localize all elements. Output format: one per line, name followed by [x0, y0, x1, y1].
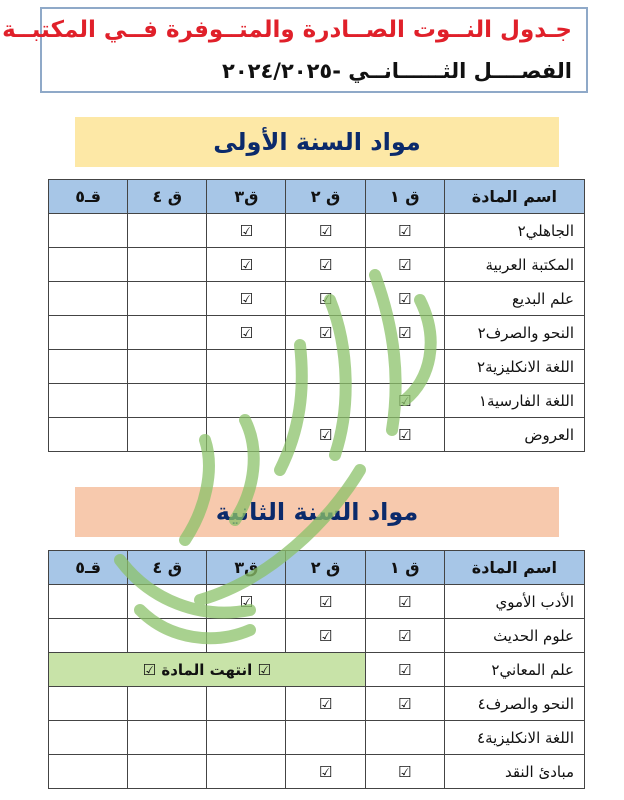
column-header-subject: اسم المادة — [444, 551, 584, 585]
empty-cell — [207, 384, 286, 418]
column-header-q4: ق ٤ — [128, 551, 207, 585]
check-cell: ☑ — [207, 214, 286, 248]
table-row — [49, 721, 585, 755]
subject-cell: المكتبة العربية — [444, 248, 584, 282]
subject-cell: علم البديع — [444, 282, 584, 316]
check-cell: ☑ — [365, 384, 444, 418]
empty-cell — [49, 687, 128, 721]
column-header-q1: ق ١ — [365, 180, 444, 214]
subject-cell: الجاهلي٢ — [444, 214, 584, 248]
empty-cell — [128, 687, 207, 721]
subject-cell: اللغة الانكليزية٤ — [444, 721, 584, 755]
empty-cell — [49, 350, 128, 384]
check-cell: ☑ — [365, 316, 444, 350]
empty-cell — [207, 619, 286, 653]
table-row — [49, 350, 585, 384]
empty-cell — [49, 214, 128, 248]
check-cell: ☑ — [286, 619, 365, 653]
table-row — [49, 755, 585, 789]
empty-cell — [286, 721, 365, 755]
empty-cell — [286, 384, 365, 418]
column-header-q1: ق ١ — [365, 551, 444, 585]
empty-cell — [49, 282, 128, 316]
check-cell: ☑ — [365, 619, 444, 653]
subject-cell: الأدب الأموي — [444, 585, 584, 619]
table-row — [49, 585, 585, 619]
year1-banner: مواد السنة الأولى — [75, 117, 559, 167]
subject-cell: علوم الحديث — [444, 619, 584, 653]
empty-cell — [49, 316, 128, 350]
empty-cell — [49, 585, 128, 619]
finished-note-cell: ☑ انتهت المادة ☑ — [49, 653, 366, 687]
subject-cell: علم المعاني٢ — [444, 653, 584, 687]
table-row — [49, 282, 585, 316]
empty-cell — [207, 721, 286, 755]
check-cell: ☑ — [286, 248, 365, 282]
check-cell: ☑ — [286, 214, 365, 248]
page-title: جـدول النــوت الصــادرة والمتــوفرة فــي المكتبــة — [2, 17, 572, 43]
table-row — [49, 619, 585, 653]
empty-cell — [207, 350, 286, 384]
check-cell: ☑ — [365, 248, 444, 282]
check-cell: ☑ — [207, 248, 286, 282]
check-cell: ☑ — [286, 282, 365, 316]
year1-table — [48, 179, 585, 452]
empty-cell — [49, 384, 128, 418]
column-header-q4: ق ٤ — [128, 180, 207, 214]
subject-cell: مبادئ النقد — [444, 755, 584, 789]
check-cell: ☑ — [286, 418, 365, 452]
empty-cell — [128, 585, 207, 619]
check-cell: ☑ — [286, 585, 365, 619]
subject-cell: النحو والصرف٢ — [444, 316, 584, 350]
year2-table — [48, 550, 585, 789]
table-row — [49, 418, 585, 452]
check-cell: ☑ — [286, 687, 365, 721]
year2-banner: مواد السنة الثانية — [75, 487, 559, 537]
empty-cell — [128, 316, 207, 350]
check-cell: ☑ — [207, 316, 286, 350]
check-cell: ☑ — [286, 755, 365, 789]
subject-cell: اللغة الفارسية١ — [444, 384, 584, 418]
table-row — [49, 248, 585, 282]
empty-cell — [49, 721, 128, 755]
column-header-subject: اسم المادة — [444, 180, 584, 214]
empty-cell — [128, 418, 207, 452]
empty-cell — [286, 350, 365, 384]
column-header-q2: ق ٢ — [286, 180, 365, 214]
empty-cell — [49, 619, 128, 653]
table-row — [49, 384, 585, 418]
empty-cell — [128, 282, 207, 316]
table-row — [49, 687, 585, 721]
semester-subtitle: الفصــــل الثــــــانــي -٢٠٢٤/٢٠٢٥ — [222, 59, 572, 83]
empty-cell — [128, 248, 207, 282]
table-row — [49, 316, 585, 350]
subject-cell: العروض — [444, 418, 584, 452]
check-cell: ☑ — [207, 585, 286, 619]
table-row — [49, 214, 585, 248]
table-row — [49, 653, 585, 687]
check-cell: ☑ — [207, 282, 286, 316]
column-header-q3: ق٣ — [207, 180, 286, 214]
check-cell: ☑ — [365, 585, 444, 619]
empty-cell — [128, 384, 207, 418]
check-cell: ☑ — [365, 653, 444, 687]
subject-cell: اللغة الانكليزية٢ — [444, 350, 584, 384]
empty-cell — [49, 418, 128, 452]
header-box — [2, 7, 588, 93]
subject-cell: النحو والصرف٤ — [444, 687, 584, 721]
column-header-q3: ق٣ — [207, 551, 286, 585]
empty-cell — [128, 619, 207, 653]
check-cell: ☑ — [365, 214, 444, 248]
table-header-row — [49, 551, 585, 585]
check-cell: ☑ — [365, 282, 444, 316]
empty-cell — [365, 350, 444, 384]
empty-cell — [207, 687, 286, 721]
empty-cell — [128, 350, 207, 384]
column-header-q5: قـ٥ — [49, 180, 128, 214]
empty-cell — [128, 721, 207, 755]
empty-cell — [207, 418, 286, 452]
empty-cell — [128, 214, 207, 248]
column-header-q5: قـ٥ — [49, 551, 128, 585]
check-cell: ☑ — [365, 687, 444, 721]
check-cell: ☑ — [365, 755, 444, 789]
empty-cell — [49, 248, 128, 282]
table-header-row — [49, 180, 585, 214]
column-header-q2: ق ٢ — [286, 551, 365, 585]
check-cell: ☑ — [365, 418, 444, 452]
empty-cell — [49, 755, 128, 789]
empty-cell — [128, 755, 207, 789]
check-cell: ☑ — [286, 316, 365, 350]
empty-cell — [207, 755, 286, 789]
empty-cell — [365, 721, 444, 755]
